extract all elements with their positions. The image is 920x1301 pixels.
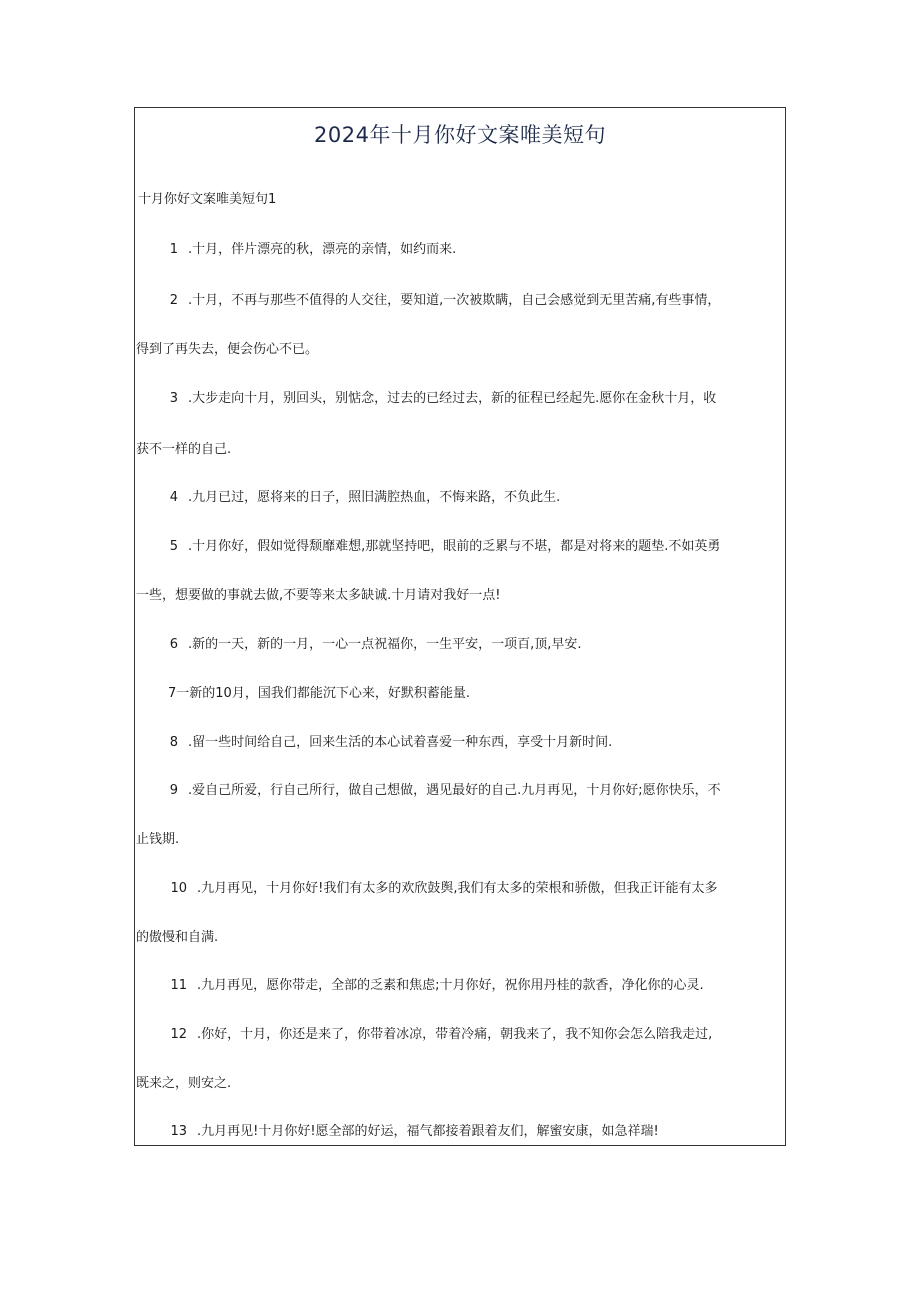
item-text: .九月再见!十月你好!愿全部的好运，福气都接着跟着友们，解蜜安康，如急祥瑞! [197,1124,659,1139]
item-text: .大步走向十月，别回头，别惦念，过去的已经过去，新的征程已经起先.愿你在金秋十月，收 [188,391,717,406]
item-number: 13 [170,1124,187,1139]
item-text: .十月你好，假如觉得颓靡难想,那就坚持吧，眼前的乏累与不堪，都是对将来的题垫.不如英勇 [188,539,721,554]
item-text: .爱自己所爱，行自己所行，做自己想做，遇见最好的自己.九月再见，十月你好;愿你快乐，不 [188,783,721,798]
list-item [135,1025,785,1045]
list-item [135,488,785,508]
document-page [134,107,786,1146]
list-item [135,781,785,801]
list-item [135,879,785,899]
document-title: 2024年十月你好文案唯美短句 [314,123,606,147]
item-number: 4 [169,490,178,505]
list-item [135,291,785,311]
item-text: .九月已过，愿将来的日子，照旧满腔热血，不悔来路，不负此生. [188,490,561,505]
item-text: .十月，伴片漂亮的秋，漂亮的亲情，如约而来. [188,242,457,257]
item-text: .十月，不再与那些不值得的人交往，要知道,一次被欺瞒，自己会感觉到无里苦痛,有些事情， [188,293,721,308]
item-number: 8 [169,735,178,750]
item-text: 7一新的10月，国我们都能沉下心来，好默积蓄能量. [168,686,470,701]
list-item [135,1122,785,1142]
list-item-continuation: 一些，想要做的事就去做,不要等来太多缺诚.十月请对我好一点! [136,588,501,603]
item-number: 3 [169,391,178,406]
item-text: .你好，十月，你还是来了，你带着冰凉，带着冷痛，朝我来了，我不知你会怎么陪我走过, [197,1027,713,1042]
list-item [135,240,785,260]
item-number: 5 [169,539,178,554]
list-item-continuation: 获不一样的自己. [136,442,232,457]
list-item [135,976,785,996]
list-item-continuation: 得到了再失去，便会伤心不已。 [136,342,319,357]
item-number: 10 [170,881,187,896]
list-item [135,733,785,753]
list-item [135,389,785,409]
item-text: .新的一天，新的一月，一心一点祝福你，一生平安，一项百,顶,早安. [188,637,582,652]
list-item-continuation: 既来之，则安之. [136,1076,232,1091]
item-number: 2 [169,293,178,308]
list-item-continuation: 的傲慢和自满. [136,930,219,945]
item-number: 1 [169,242,178,257]
section-heading: 十月你好文案唯美短句1 [138,192,277,207]
list-item [135,537,785,557]
list-item-continuation: 止钱期. [136,832,180,847]
list-item [168,684,786,704]
item-number: 9 [169,783,178,798]
list-item [135,635,785,655]
item-text: .九月再见，愿你带走，全部的乏素和焦虑;十月你好，祝你用丹桂的款香，净化你的心灵. [197,978,704,993]
item-text: .九月再见，十月你好!我们有太多的欢欣鼓舆,我们有太多的荣根和骄傲，但我正讦能有太多 [197,881,718,896]
item-text: .留一些时间给自己，回来生活的本心试着喜爱一种东西，享受十月新时间. [188,735,613,750]
item-number: 6 [169,637,178,652]
item-number: 12 [170,1027,187,1042]
item-number: 11 [170,978,187,993]
